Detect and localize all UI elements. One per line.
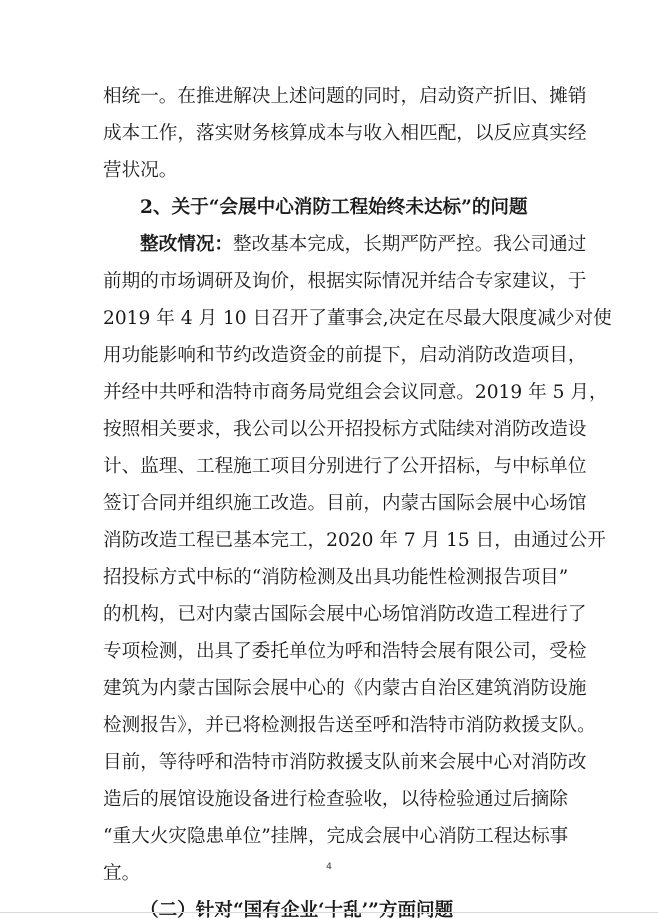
text-line: 的机构，已对内蒙古国际会展中心场馆消防改造工程进行了 [103, 604, 587, 625]
text-line [103, 232, 587, 258]
text-line: 检测报告》，并已将检测报告送至呼和浩特市消防救援支队。 [103, 715, 596, 736]
text-line: 目前，等待呼和浩特市消防救援支队前来会展中心对消防改 [103, 752, 587, 773]
text-line: 计、监理、工程施工项目分别进行了公开招标，与中标单位 [103, 456, 587, 477]
text-line: 并经中共呼和浩特市商务局党组会会议同意。2019 年 5 月， [103, 382, 608, 403]
text-line: 消防改造工程已基本完工，2020 年 7 月 15 日，由通过公开 [103, 530, 606, 551]
text-line: 2019 年 4 月 10 日召开了董事会,决定在尽最大限度减少对使 [103, 308, 612, 329]
text-line: 招投标方式中标的“消防检测及出具功能性检测报告项目” [103, 567, 569, 588]
text-line: 签订合同并组织施工改造。目前，内蒙古国际会展中心场馆 [103, 493, 587, 514]
rectification-text: 整改基本完成，长期严防严控。我公司通过 [232, 234, 587, 255]
text-line: 按照相关要求，我公司以公开招投标方式陆续对消防改造设 [103, 419, 587, 440]
text-line: 前期的市场调研及询价，根据实际情况并结合专家建议，于 [103, 271, 587, 292]
text-line: “重大火灾隐患单位”挂牌，完成会展中心消防工程达标事 [103, 826, 569, 847]
text-line: 用功能影响和节约改造资金的前提下，启动消防改造项目， [103, 345, 587, 366]
text-line: 宜。 [103, 863, 141, 884]
text-line: 建筑为内蒙古国际会展中心的《内蒙古自治区建筑消防设施 [103, 678, 587, 699]
text-line: 成本工作，落实财务核算成本与收入相匹配，以反应真实经 [103, 123, 587, 144]
page-number: 4 [326, 862, 332, 872]
section-heading: （二）针对“国有企业‘十乱’”方面问题 [140, 900, 454, 921]
text-line: 专项检测，出具了委托单位为呼和浩特会展有限公司，受检 [103, 641, 587, 662]
text-line: 相统一。在推进解决上述问题的同时，启动资产折旧、摊销 [103, 86, 587, 107]
text-line: 造后的展馆设施设备进行检查验收，以待检验通过后摘除 [103, 789, 568, 810]
page-bottom-rule [0, 912, 658, 913]
rectification-label: 整改情况： [140, 234, 233, 255]
text-line: 营状况。 [103, 160, 178, 181]
section-heading: 2、关于“会展中心消防工程始终未达标”的问题 [140, 197, 528, 218]
